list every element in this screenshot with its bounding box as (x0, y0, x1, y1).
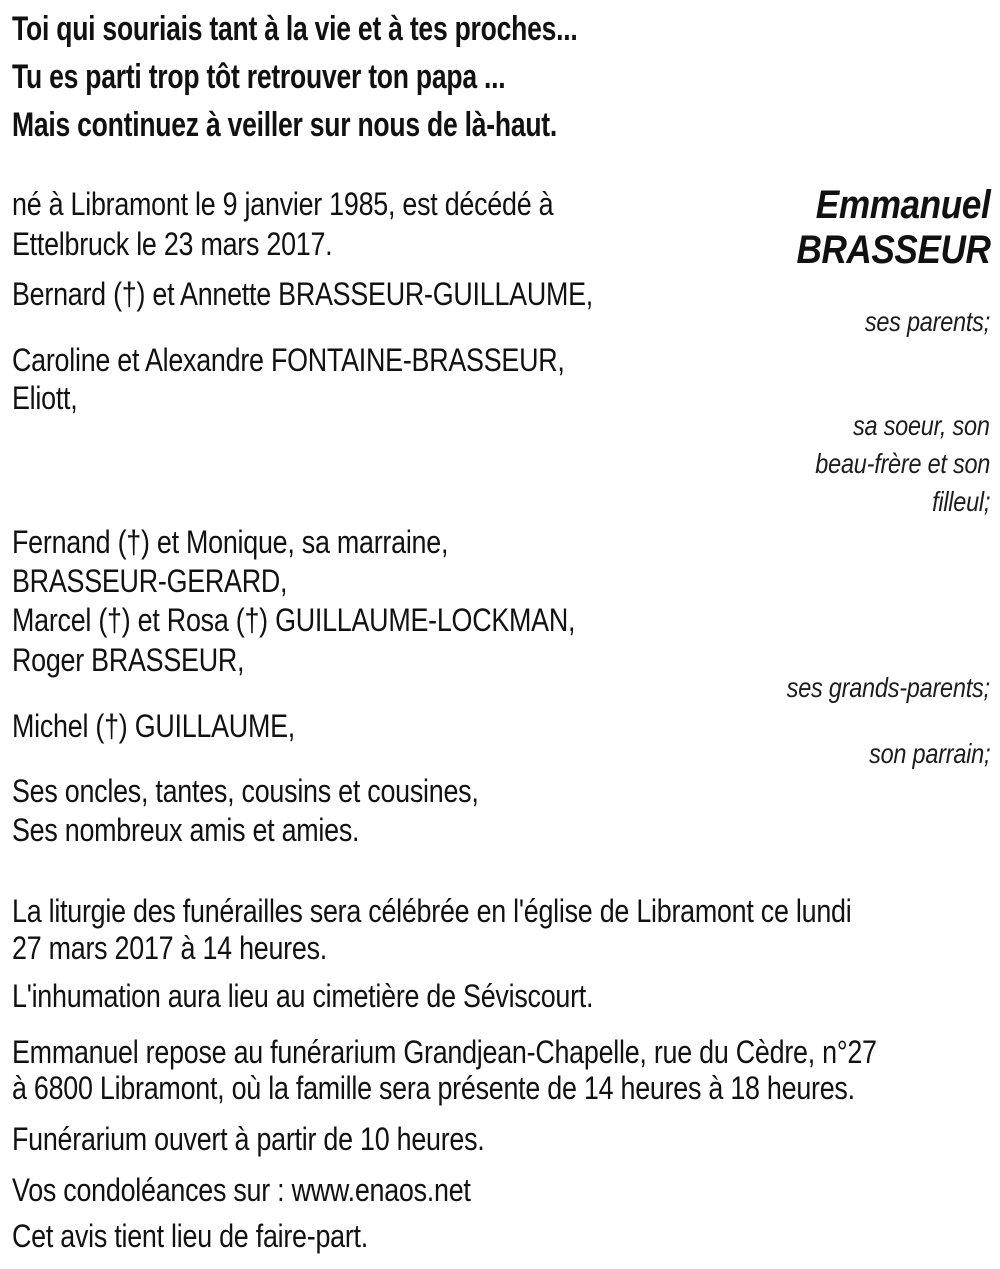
condolences-label: Vos condoléances sur : (12, 1172, 292, 1208)
deceased-first-name: Emmanuel (815, 183, 990, 227)
others-line-2: Ses nombreux amis et amies. (12, 812, 360, 848)
grandparents-names-4: Roger BRASSEUR, (12, 642, 245, 678)
grandparents-names-3: Marcel (†) et Rosa (†) GUILLAUME-LOCKMAN, (12, 602, 576, 638)
epigraph-line-1: Toi qui souriais tant à la vie et à tes proches... (12, 10, 578, 48)
grandparents-names-1: Fernand (†) et Monique, sa marraine, (12, 524, 449, 560)
repose-line-2: à 6800 Libramont, où la famille sera présente de 14 heures à 18 heures. (12, 1070, 855, 1106)
sister-family-names-2: Eliott, (12, 380, 78, 416)
parents-relation: ses parents; (864, 306, 990, 337)
life-dates-line-1: né à Libramont le 9 janvier 1985, est décédé à (12, 186, 554, 222)
others-line-1: Ses oncles, tantes, cousins et cousines, (12, 773, 479, 809)
sister-family-names-1: Caroline et Alexandre FONTAINE-BRASSEUR, (12, 342, 565, 378)
epigraph-line-3: Mais continuez à veiller sur nous de là-haut. (12, 106, 558, 144)
funeral-line-2: 27 mars 2017 à 14 heures. (12, 930, 327, 966)
condolences-line (12, 1172, 471, 1209)
burial-line: L'inhumation aura lieu au cimetière de Séviscourt. (12, 978, 594, 1014)
deceased-last-name: BRASSEUR (795, 228, 990, 272)
closing-line: Cet avis tient lieu de faire-part. (12, 1218, 368, 1254)
grandparents-names-2: BRASSEUR-GERARD, (12, 563, 288, 599)
grandparents-relation: ses grands-parents; (786, 672, 990, 703)
repose-line-1: Emmanuel repose au funérarium Grandjean-Chapelle, rue du Cèdre, n°27 (12, 1034, 877, 1070)
sister-family-relation-1: sa soeur, son (853, 410, 990, 441)
sister-family-relation-3: filleul; (931, 486, 990, 517)
godfather-names: Michel (†) GUILLAUME, (12, 708, 295, 744)
funerarium-opening-line: Funérarium ouvert à partir de 10 heures. (12, 1121, 485, 1157)
epigraph-line-2: Tu es parti trop tôt retrouver ton papa ... (12, 58, 506, 96)
condolences-url[interactable]: www.enaos.net (291, 1172, 471, 1208)
godfather-relation: son parrain; (868, 738, 990, 769)
sister-family-relation-2: beau-frère et son (815, 448, 990, 479)
parents-names: Bernard (†) et Annette BRASSEUR-GUILLAUME, (12, 276, 594, 312)
life-dates-line-2: Ettelbruck le 23 mars 2017. (12, 226, 333, 262)
funeral-line-1: La liturgie des funérailles sera célébrée en l'église de Libramont ce lundi (12, 893, 852, 929)
